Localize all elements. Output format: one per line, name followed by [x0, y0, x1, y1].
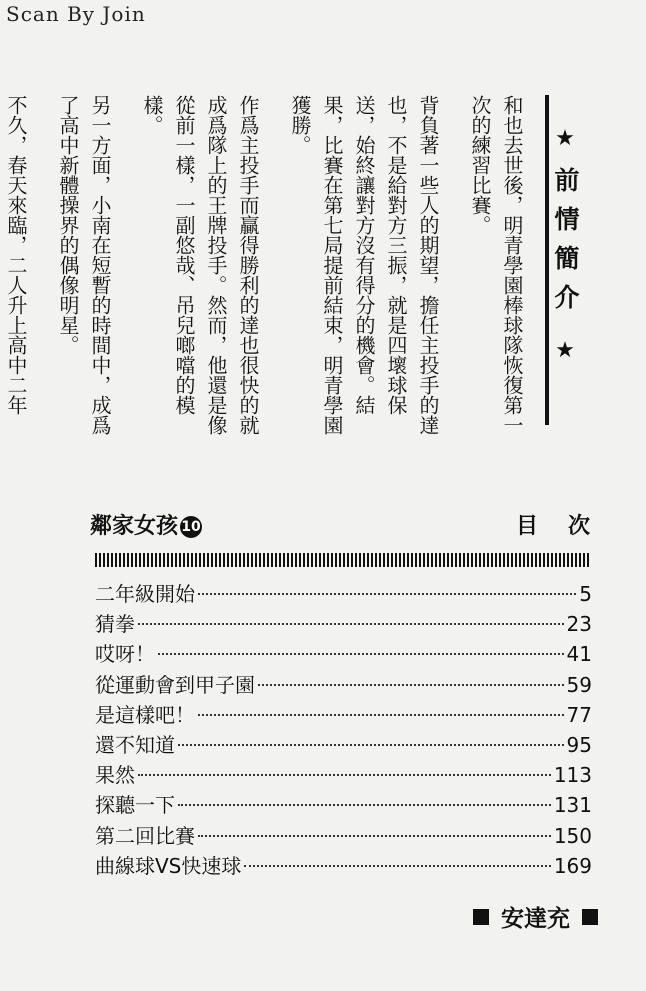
story-summary: [4, 95, 590, 465]
toc-entry-page: 169: [553, 853, 592, 878]
square-bullet-icon: [582, 909, 598, 925]
square-bullet-icon: [473, 909, 489, 925]
star-icon: ★: [555, 126, 575, 151]
toc-entry[interactable]: [95, 608, 592, 638]
dot-leader: [244, 864, 550, 867]
author-credit: [473, 900, 598, 933]
toc-entry-title: 是這樣吧！: [95, 702, 195, 727]
toc-entry[interactable]: [95, 759, 592, 789]
toc-entry-title: 二年級開始: [95, 582, 195, 606]
toc-entry-title: 哎呀！: [95, 642, 155, 667]
toc-entry[interactable]: [95, 669, 592, 699]
hatched-divider: [95, 553, 590, 567]
toc-entry-title: 探聽一下: [95, 793, 175, 818]
summary-paragraph: 和也去世後，明青學園棒球隊恢復第一次的練習比賽。: [468, 95, 524, 435]
volume-badge: 10: [180, 516, 202, 538]
toc-entry-page: 59: [566, 672, 592, 697]
dot-leader: [198, 592, 576, 595]
scan-credit: Scan By Join: [6, 2, 146, 26]
summary-paragraph: 不久，春天來臨，二人升上高中二年: [4, 95, 28, 415]
toc-entry[interactable]: [95, 850, 592, 880]
toc-entry-page: 113: [553, 763, 592, 788]
summary-title: 前情簡介: [551, 167, 580, 323]
toc-entry[interactable]: [95, 638, 592, 668]
table-of-contents: [95, 578, 592, 880]
toc-entry-page: 95: [566, 732, 592, 757]
author-name: 安達充: [501, 906, 570, 932]
toc-entry-page: 131: [553, 793, 592, 818]
dot-leader: [138, 622, 564, 625]
toc-entry-page: 41: [566, 642, 592, 667]
summary-paragraph: 另一方面，小南在短暫的時間中，成爲了高中新體操界的偶像明星。: [56, 95, 112, 435]
toc-entry-page: 5: [579, 582, 592, 606]
toc-entry-title: 猜拳: [95, 612, 135, 637]
toc-entry-page: 23: [566, 612, 592, 637]
toc-entry-title: 從運動會到甲子園: [95, 672, 255, 697]
summary-body: [0, 95, 528, 440]
dot-leader: [178, 743, 564, 746]
toc-entry-title: 曲線球VS快速球: [95, 853, 242, 878]
toc-entry[interactable]: [95, 789, 592, 819]
toc-entry-title: 果然: [95, 763, 135, 788]
toc-entry[interactable]: [95, 820, 592, 850]
dot-leader: [138, 773, 551, 776]
dot-leader: [258, 683, 564, 686]
toc-label: 目次: [515, 514, 620, 539]
summary-paragraph: 背負著一些人的期望，擔任主投手的達也，不是給對方三振，就是四壞球保送，始終讓對方沒有得分的機會。結果，比賽在第七局提前結束，明青學園獲勝。: [288, 95, 440, 435]
toc-entry[interactable]: [95, 699, 592, 729]
dot-leader: [198, 713, 564, 716]
toc-entry-title: 第二回比賽: [95, 823, 195, 848]
toc-header: [90, 505, 620, 545]
dot-leader: [178, 803, 551, 806]
dot-leader: [158, 652, 564, 655]
toc-entry-page: 150: [553, 823, 592, 848]
star-icon: ★: [555, 338, 575, 363]
toc-entry[interactable]: [95, 578, 592, 608]
toc-entry-title: 還不知道: [95, 732, 175, 757]
summary-heading: [550, 125, 580, 495]
book-title-text: 鄰家女孩: [90, 514, 179, 539]
heading-divider: [545, 95, 549, 425]
toc-entry-page: 77: [566, 702, 592, 727]
summary-paragraph: 作爲主投手而贏得勝利的達也很快的就成爲隊上的王牌投手。然而，他還是像從前一樣，一副悠哉、吊兒啷噹的模樣。: [140, 95, 260, 435]
book-title: [90, 509, 202, 540]
toc-entry[interactable]: [95, 729, 592, 759]
dot-leader: [198, 834, 551, 837]
